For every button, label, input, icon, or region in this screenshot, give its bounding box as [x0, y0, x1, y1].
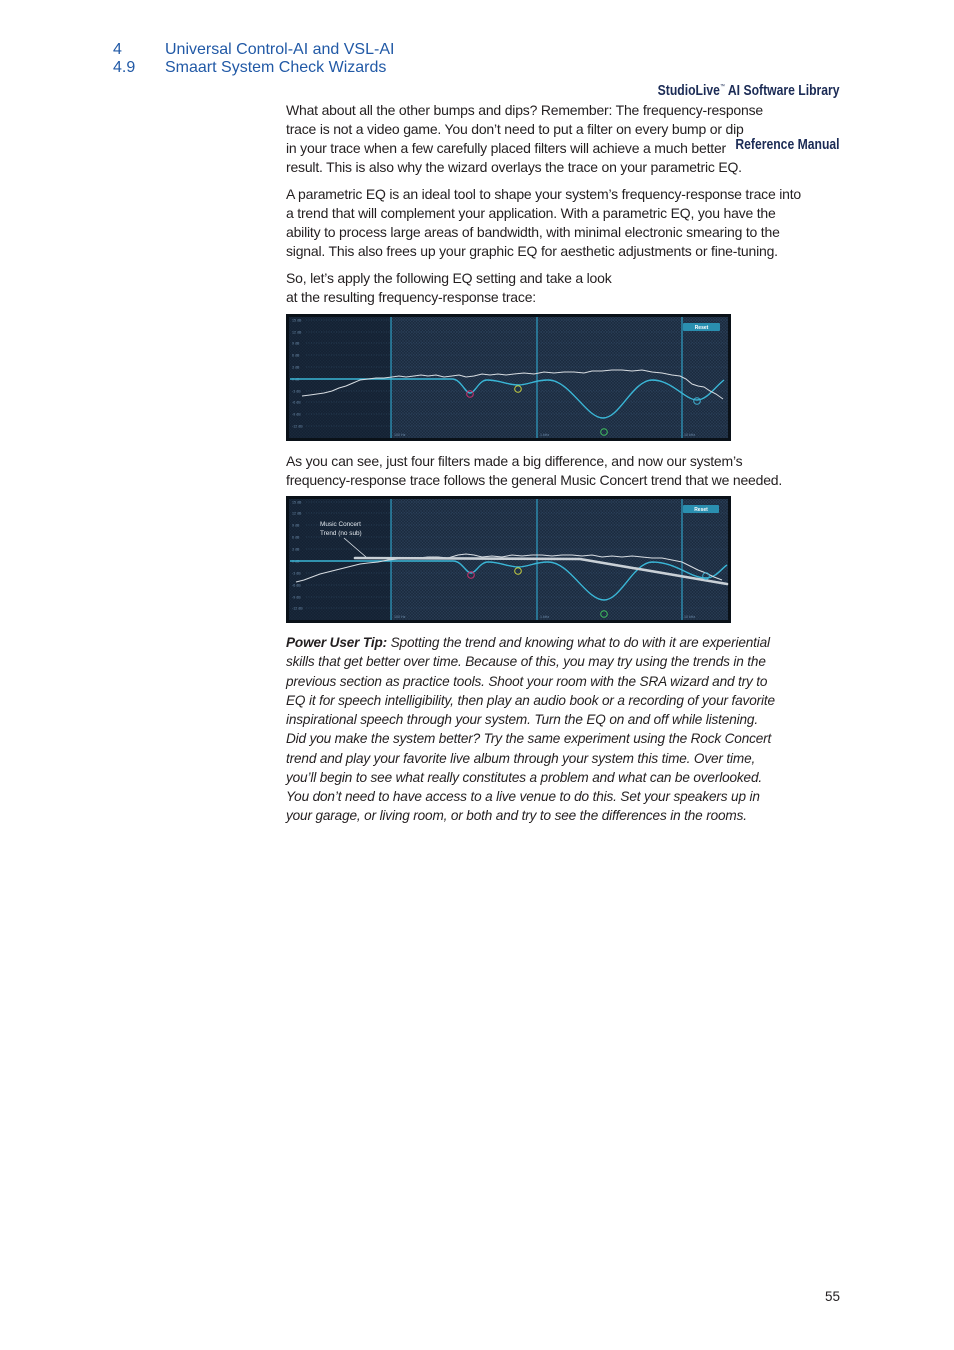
x-label: 1 kHz	[540, 433, 550, 437]
section-title: Smaart System Check Wizards	[165, 59, 387, 76]
y-label: -6 dB	[292, 583, 301, 588]
y-label: 9 dB	[292, 341, 300, 346]
x-label: 10 kHz	[684, 615, 696, 619]
annotation-line-2: Trend (no sub)	[320, 530, 362, 537]
annotation-line-1: Music Concert	[320, 521, 361, 528]
y-label: -3 dB	[292, 571, 301, 576]
eq-screenshot-2	[286, 496, 731, 623]
y-label: 6 dB	[292, 353, 300, 358]
y-label: 3 dB	[292, 365, 300, 370]
y-label: 0 dB	[292, 377, 300, 382]
paragraph-bumps-and-dips: What about all the other bumps and dips? Remember: The frequency-response trace is not a video game. You don’t need to put a filter on every bump or dip in your trace when a few carefully placed filters will achieve a much better result. This is also why the wizard overlays the trace on your parametric EQ.	[286, 102, 763, 175]
x-label: 100 Hz	[394, 615, 406, 619]
graph-low-region	[289, 317, 391, 438]
library-title	[658, 78, 840, 100]
trademark-symbol: ™	[720, 84, 726, 90]
manual-name: Reference Manual	[735, 137, 840, 153]
graph-low-region	[289, 499, 391, 620]
paragraph-parametric-eq: A parametric EQ is an ideal tool to shape your system’s frequency-response trace into a trend that will complement your application. With a parametric EQ, you have the ability to process large areas of bandwidth, with minimal electronic smearing to the signal. This also frees up your graphic EQ for aesthetic adjustments or fine-tuning.	[286, 186, 802, 259]
y-label: 12 dB	[292, 511, 302, 516]
section-number: 4.9	[113, 59, 136, 76]
y-label: 0 dB	[292, 559, 300, 564]
y-label: -6 dB	[292, 400, 301, 405]
x-label: 10 kHz	[684, 433, 696, 437]
brand-name: StudioLive	[658, 83, 721, 99]
reset-button	[683, 505, 719, 513]
power-user-tip	[286, 633, 775, 826]
paragraph-four-filters: As you can see, just four filters made a big difference, and now our system’s frequency-response trace follows the general Music Concert trend that we needed.	[286, 453, 783, 488]
y-label: -3 dB	[292, 389, 301, 394]
y-label: 12 dB	[292, 330, 302, 335]
x-label: 1 kHz	[540, 615, 550, 619]
paragraph-apply-eq: So, let’s apply the following EQ setting and take a look at the resulting frequency-response trace:	[286, 270, 612, 305]
eq-screenshot-1	[286, 314, 731, 441]
chapter-number: 4	[113, 41, 122, 58]
y-label: -9 dB	[292, 595, 301, 600]
y-label: -12 dB	[292, 606, 303, 611]
reset-label: Reset	[694, 324, 709, 331]
reset-button	[683, 323, 720, 331]
tip-label: Power User Tip:	[286, 635, 387, 650]
y-label: 15 dB	[292, 318, 302, 323]
y-label: 6 dB	[292, 535, 300, 540]
y-label: -9 dB	[292, 412, 301, 417]
eq-graph-2	[286, 496, 731, 623]
tip-text: Spotting the trend and knowing what to do with it are experiential skills that get better over time. Because of this, you may try using the trends in the previous section as practice tools. Shoot your room with the SRA wizard and try to EQ it for speech intelligibility, then play an audio book or a recording of your favorite inspirational speech through your system. Turn the EQ on and off while listening. Did you make the system better? Try the same experiment using the Rock Concert trend and play your favorite live album through your system this time. Over time, you’ll begin to see what really constitutes a problem and what can be overlooked. You don’t need to have access to a live venue to do this. Set your speakers up in your garage, or living room, or both and try to see the differences in the rooms.	[286, 635, 775, 824]
reset-label: Reset	[694, 506, 708, 513]
eq-graph-1	[286, 314, 731, 441]
x-label: 100 Hz	[394, 433, 406, 437]
page-number: 55	[824, 1289, 840, 1304]
library-name: AI Software Library	[725, 83, 840, 99]
y-label: 3 dB	[292, 547, 300, 552]
y-label: -12 dB	[292, 424, 303, 429]
chapter-title: Universal Control-AI and VSL-AI	[165, 41, 395, 58]
y-label: 15 dB	[292, 500, 302, 505]
y-label: 9 dB	[292, 523, 300, 528]
